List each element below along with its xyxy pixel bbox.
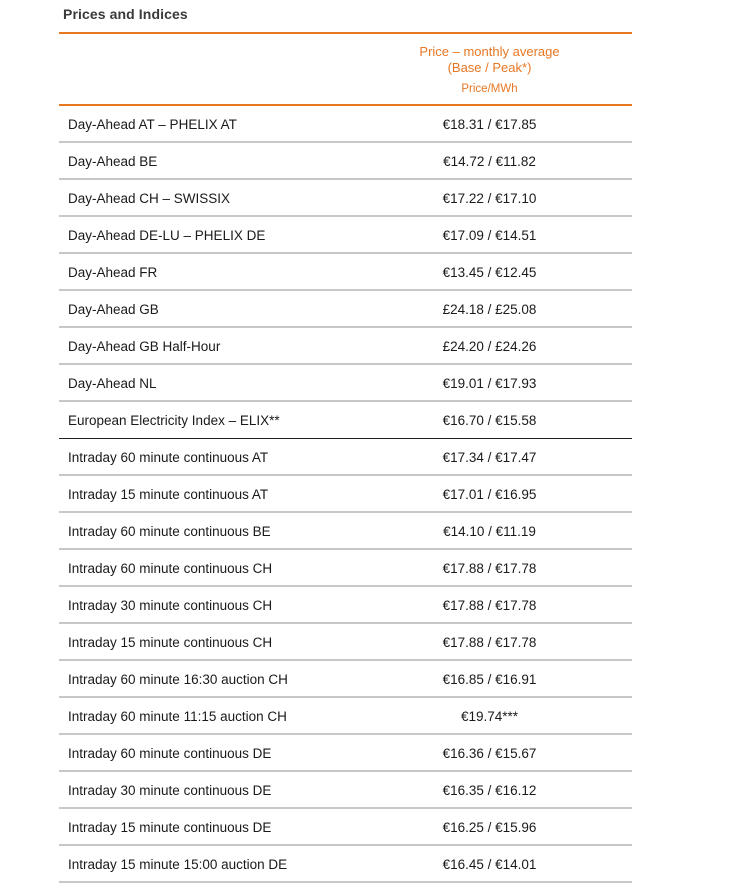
row-value: €17.88 / €17.78	[442, 598, 537, 613]
row-label: Day-Ahead AT – PHELIX AT	[68, 117, 237, 132]
row-label: Intraday 60 minute 11:15 auction CH	[68, 709, 287, 724]
row-label: Intraday 15 minute 15:00 auction DE	[68, 857, 288, 872]
table-row	[59, 254, 632, 291]
price-header-line2: (Base / Peak*)	[447, 60, 532, 75]
row-label: Day-Ahead NL	[68, 376, 157, 391]
row-value: €16.85 / €16.91	[442, 672, 537, 687]
table-row	[59, 846, 632, 883]
row-value: €19.01 / €17.93	[442, 376, 537, 391]
row-value: €17.88 / €17.78	[442, 561, 537, 576]
table-row	[59, 809, 632, 846]
table-row	[59, 513, 632, 550]
price-column-header	[347, 44, 632, 76]
table-row	[59, 587, 632, 624]
table-row	[59, 550, 632, 587]
table-row	[59, 217, 632, 254]
row-label: Intraday 15 minute continuous DE	[68, 820, 272, 835]
row-value: £24.20 / £24.26	[442, 339, 537, 354]
row-label: Day-Ahead CH – SWISSIX	[68, 191, 231, 206]
table-row	[59, 698, 632, 735]
row-value: €16.36 / €15.67	[442, 746, 537, 761]
table-row	[59, 661, 632, 698]
table-row	[59, 402, 632, 439]
row-value: €17.22 / €17.10	[442, 191, 537, 206]
row-value: €17.09 / €14.51	[442, 228, 537, 243]
table-row	[59, 365, 632, 402]
row-value: €19.74***	[460, 709, 519, 724]
row-value: €17.01 / €16.95	[442, 487, 537, 502]
row-label: Day-Ahead FR	[68, 265, 158, 280]
row-label: Intraday 15 minute continuous AT	[68, 487, 269, 502]
table-row	[59, 735, 632, 772]
row-value: €13.45 / €12.45	[442, 265, 537, 280]
table-header	[59, 34, 632, 104]
table-row	[59, 624, 632, 661]
row-value: €14.10 / €11.19	[443, 524, 536, 539]
table-row	[59, 328, 632, 365]
table-row	[59, 143, 632, 180]
row-label: Intraday 60 minute continuous DE	[68, 746, 272, 761]
row-label: European Electricity Index – ELIX**	[68, 413, 280, 428]
row-value: £24.18 / £25.08	[442, 302, 537, 317]
row-value: €16.25 / €15.96	[442, 820, 537, 835]
row-label: Day-Ahead GB	[68, 302, 159, 317]
table-row	[59, 106, 632, 143]
row-value: €18.31 / €17.85	[442, 117, 537, 132]
row-label: Intraday 60 minute 16:30 auction CH	[68, 672, 288, 687]
prices-table	[59, 32, 632, 883]
table-row	[59, 476, 632, 513]
row-label: Day-Ahead DE-LU – PHELIX DE	[68, 228, 266, 243]
row-value: €17.88 / €17.78	[442, 635, 537, 650]
row-label: Intraday 30 minute continuous CH	[68, 598, 273, 613]
row-value: €16.70 / €15.58	[442, 413, 537, 428]
table-row	[59, 439, 632, 476]
table-row	[59, 772, 632, 809]
table-row	[59, 180, 632, 217]
row-label: Intraday 60 minute continuous BE	[68, 524, 271, 539]
price-header-line1: Price – monthly average	[419, 44, 560, 59]
row-label: Intraday 60 minute continuous CH	[68, 561, 273, 576]
page-title: Prices and Indices	[63, 6, 188, 22]
row-label: Day-Ahead GB Half-Hour	[68, 339, 221, 354]
unit-header: Price/MWh	[461, 83, 518, 95]
row-label: Intraday 60 minute continuous AT	[68, 450, 269, 465]
table-row	[59, 291, 632, 328]
row-value: €14.72 / €11.82	[443, 154, 536, 169]
row-label: Day-Ahead BE	[68, 154, 158, 169]
row-value: €16.35 / €16.12	[442, 783, 537, 798]
row-label: Intraday 30 minute continuous DE	[68, 783, 272, 798]
row-value: €17.34 / €17.47	[442, 450, 537, 465]
row-label: Intraday 15 minute continuous CH	[68, 635, 273, 650]
row-value: €16.45 / €14.01	[442, 857, 537, 872]
